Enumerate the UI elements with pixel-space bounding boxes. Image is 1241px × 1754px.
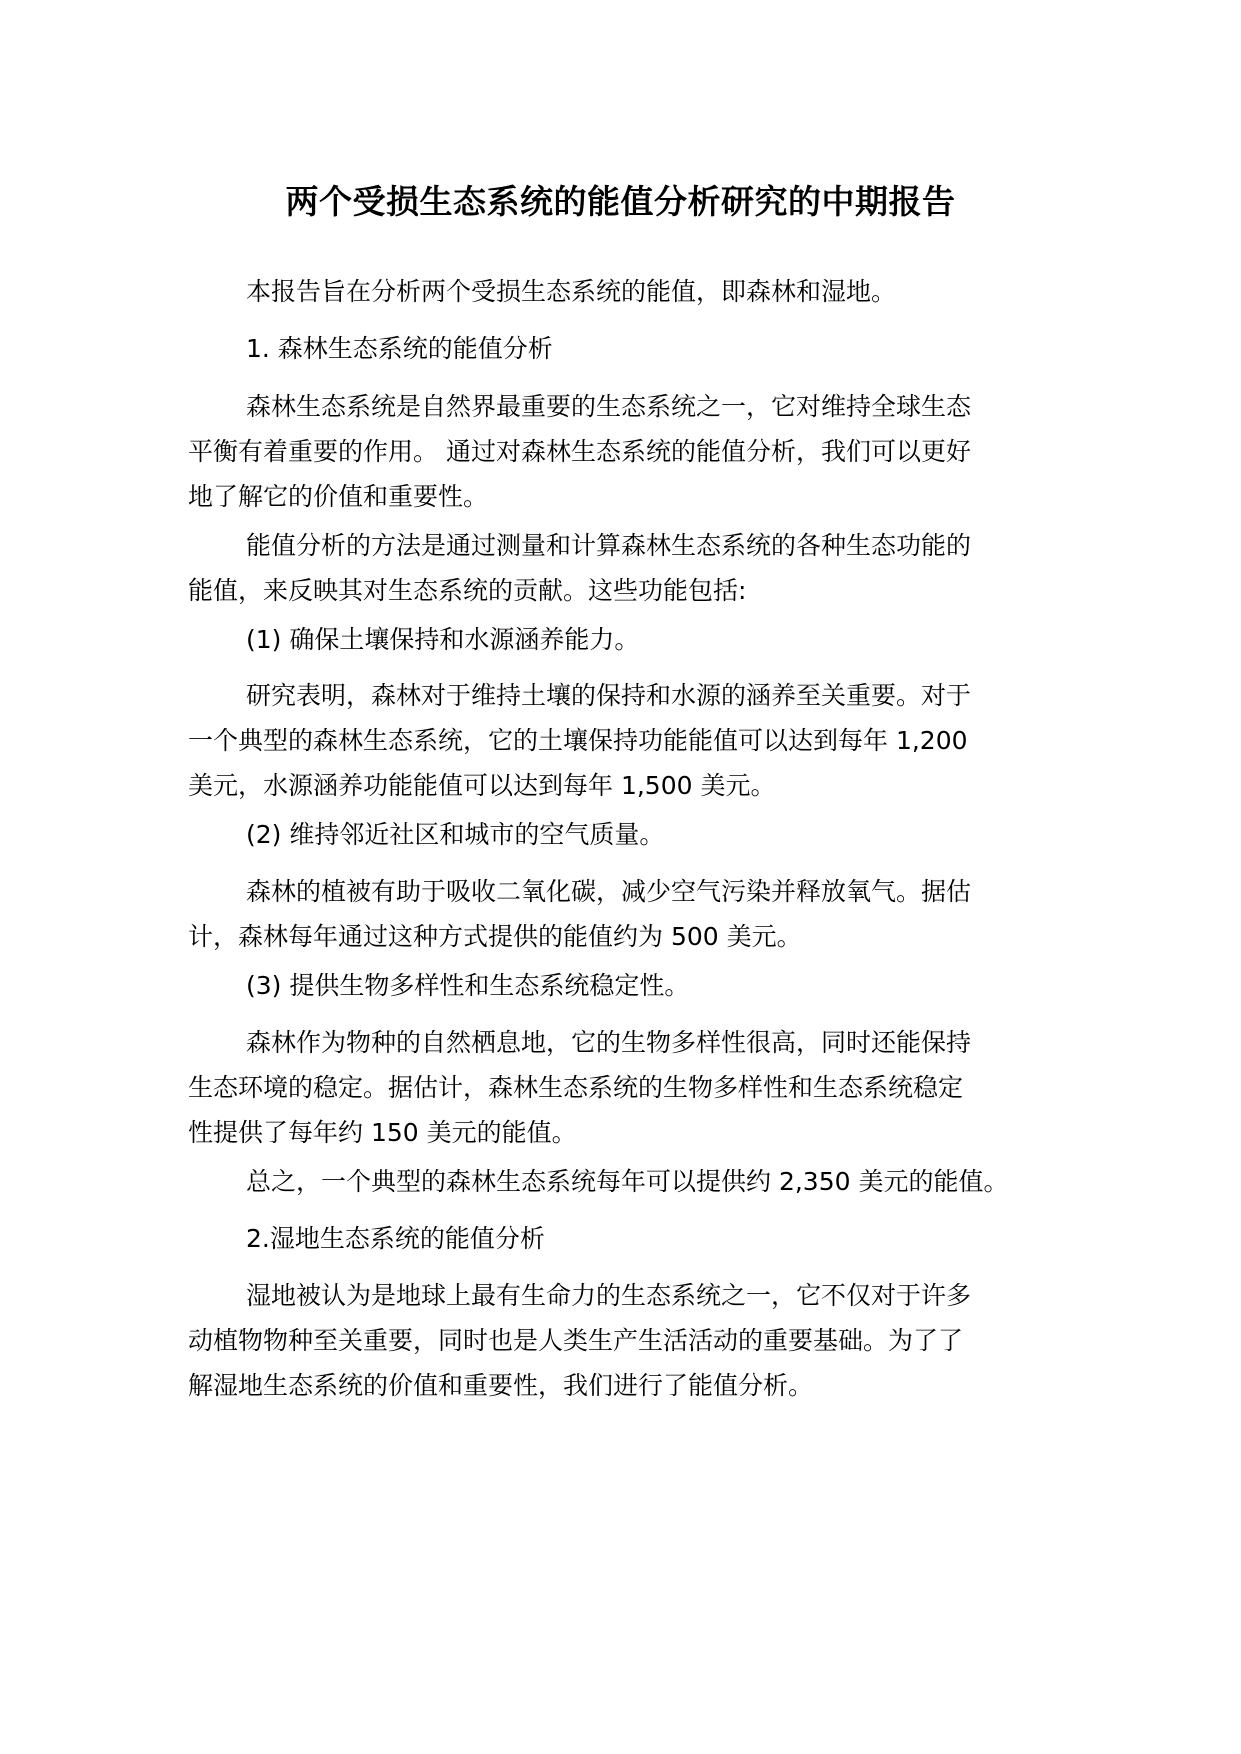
text-line: 地了解它的价值和重要性。 xyxy=(188,482,489,511)
text-line: 1. 森林生态系统的能值分析 xyxy=(246,334,553,363)
text-line: 一个典型的森林生态系统，它的土壤保持功能能值可以达到每年 1,200 xyxy=(188,726,968,755)
text-line: 本报告旨在分析两个受损生态系统的能值，即森林和湿地。 xyxy=(246,277,897,306)
text-line: 森林生态系统是自然界最重要的生态系统之一，它对维持全球生态 xyxy=(246,392,972,421)
text-line: 2.湿地生态系统的能值分析 xyxy=(246,1224,545,1253)
text-line: 总之，一个典型的森林生态系统每年可以提供约 2,350 美元的能值。 xyxy=(246,1167,1009,1196)
document-title: 两个受损生态系统的能值分析研究的中期报告 xyxy=(285,182,956,221)
paragraph-wetland-overview xyxy=(188,1273,1038,1408)
text-line: 湿地被认为是地球上最有生命力的生态系统之一，它不仅对于许多 xyxy=(246,1281,972,1310)
text-line: 研究表明，森林对于维持土壤的保持和水源的涵养至关重要。对于 xyxy=(246,681,972,710)
text-line: 计，森林每年通过这种方式提供的能值约为 500 美元。 xyxy=(188,922,802,951)
section-heading-forest xyxy=(188,326,1038,371)
text-line: 平衡有着重要的作用。 通过对森林生态系统的能值分析，我们可以更好 xyxy=(188,437,971,466)
text-line: (1) 确保土壤保持和水源涵养能力。 xyxy=(246,625,640,654)
text-line: 能值分析的方法是通过测量和计算森林生态系统的各种生态功能的 xyxy=(246,531,972,560)
paragraph-soil-water xyxy=(188,673,1038,808)
paragraph-forest-overview xyxy=(188,384,1038,519)
paragraph-summary xyxy=(188,1159,1038,1204)
list-item-2 xyxy=(188,812,1038,857)
list-item-1 xyxy=(188,617,1038,662)
list-item-3 xyxy=(188,963,1038,1008)
text-line: 美元，水源涵养功能能值可以达到每年 1,500 美元。 xyxy=(188,771,776,800)
section-heading-wetland xyxy=(188,1216,1038,1261)
text-line: 能值，来反映其对生态系统的贡献。这些功能包括: xyxy=(188,576,747,605)
text-line: 解湿地生态系统的价值和重要性，我们进行了能值分析。 xyxy=(188,1371,814,1400)
paragraph-method xyxy=(188,523,1038,613)
text-line: 性提供了每年约 150 美元的能值。 xyxy=(188,1118,577,1147)
text-line: 生态环境的稳定。据估计，森林生态系统的生物多样性和生态系统稳定 xyxy=(188,1073,964,1102)
paragraph-air xyxy=(188,869,1038,959)
text-line: 森林的植被有助于吸收二氧化碳，减少空气污染并释放氧气。据估 xyxy=(246,877,972,906)
text-line: 森林作为物种的自然栖息地，它的生物多样性很高，同时还能保持 xyxy=(246,1028,972,1057)
paragraph-intro xyxy=(188,269,1038,314)
text-line: (2) 维持邻近社区和城市的空气质量。 xyxy=(246,820,665,849)
text-line: (3) 提供生物多样性和生态系统稳定性。 xyxy=(246,971,690,1000)
paragraph-biodiversity xyxy=(188,1020,1038,1155)
text-line: 动植物物种至关重要，同时也是人类生产生活活动的重要基础。为了了 xyxy=(188,1326,964,1355)
